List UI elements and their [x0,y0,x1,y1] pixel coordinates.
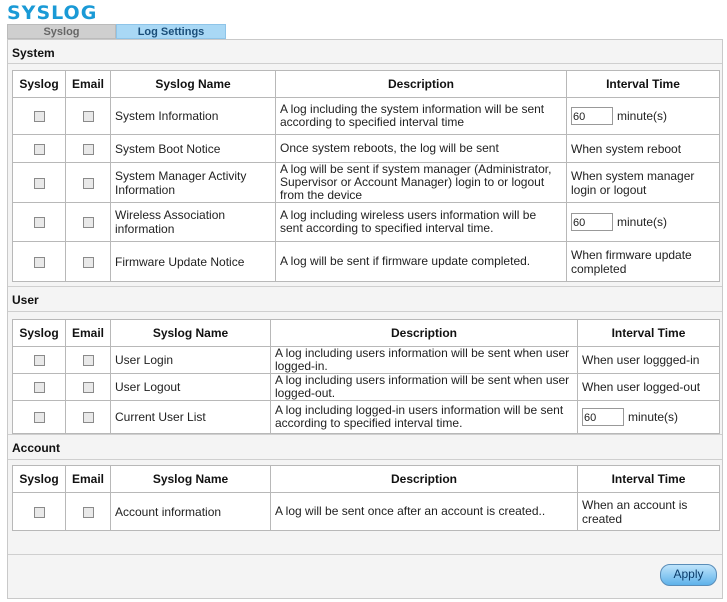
col-header-syslog: Syslog [13,466,66,493]
log-description: A log will be sent if firmware update completed. [276,242,567,282]
syslog-checkbox-cell [13,347,66,374]
interval-input[interactable]: 60 [571,107,613,125]
interval-cell [578,401,720,434]
email-checkbox-cell [66,347,111,374]
col-header-description: Description [271,320,578,347]
tab-bar [7,24,226,39]
syslog-name: Current User List [111,401,271,434]
email-checkbox-cell [66,401,111,434]
interval-text: When user logged-out [578,374,720,401]
interval-input[interactable]: 60 [582,408,624,426]
syslog-checkbox-cell [13,401,66,434]
syslog-name: System Manager Activity Information [111,163,276,203]
tab-syslog[interactable]: Syslog [7,24,116,39]
email-checkbox-cell [66,163,111,203]
syslog-checkbox[interactable] [34,111,45,122]
col-header-email: Email [66,466,111,493]
interval-unit: minute(s) [617,215,668,229]
syslog-checkbox-cell [13,135,66,163]
email-checkbox[interactable] [83,257,94,268]
syslog-checkbox[interactable] [34,144,45,155]
table-header [13,71,720,98]
table-header [13,466,720,493]
log-description: Once system reboots, the log will be sent [276,135,567,163]
user-log-table [12,319,720,434]
divider [8,63,722,64]
col-header-syslog-name: Syslog Name [111,320,271,347]
syslog-checkbox-cell [13,163,66,203]
syslog-checkbox[interactable] [34,257,45,268]
table-row [13,493,720,531]
email-checkbox[interactable] [83,217,94,228]
col-header-interval-time: Interval Time [578,320,720,347]
syslog-checkbox[interactable] [34,355,45,366]
table-row [13,401,720,434]
email-checkbox[interactable] [83,111,94,122]
syslog-name: User Login [111,347,271,374]
email-checkbox[interactable] [83,507,94,518]
email-checkbox-cell [66,135,111,163]
col-header-description: Description [271,466,578,493]
syslog-checkbox[interactable] [34,217,45,228]
interval-cell [567,98,720,135]
table-row [13,347,720,374]
log-description: A log including logged-in users information will be sent according to specified interval time. [271,401,578,434]
divider [8,554,722,555]
interval-text: When user loggged-in [578,347,720,374]
syslog-checkbox[interactable] [34,178,45,189]
section-title-account: Account [12,441,60,455]
account-log-table [12,465,720,531]
table-row [13,242,720,282]
syslog-name: User Logout [111,374,271,401]
syslog-checkbox[interactable] [34,412,45,423]
email-checkbox[interactable] [83,355,94,366]
syslog-name: Wireless Association information [111,203,276,242]
table-row [13,98,720,135]
interval-unit: minute(s) [617,109,668,123]
log-description: A log including users information will be sent when user logged-in. [271,347,578,374]
email-checkbox[interactable] [83,382,94,393]
email-checkbox-cell [66,374,111,401]
table-header [13,320,720,347]
table-row [13,163,720,203]
divider [8,459,722,460]
log-description: A log including users information will be sent when user logged-out. [271,374,578,401]
col-header-email: Email [66,320,111,347]
divider [8,311,722,312]
col-header-syslog-name: Syslog Name [111,466,271,493]
syslog-name: Firmware Update Notice [111,242,276,282]
syslog-checkbox-cell [13,242,66,282]
interval-text: When firmware update completed [567,242,720,282]
email-checkbox-cell [66,242,111,282]
interval-text: When an account is created [578,493,720,531]
syslog-checkbox[interactable] [34,507,45,518]
divider [8,434,722,435]
col-header-interval-time: Interval Time [578,466,720,493]
apply-button[interactable]: Apply [660,564,717,586]
email-checkbox-cell [66,203,111,242]
interval-text: When system reboot [567,135,720,163]
email-checkbox-cell [66,98,111,135]
syslog-checkbox-cell [13,203,66,242]
section-title-user: User [12,293,39,307]
syslog-name: Account information [111,493,271,531]
syslog-checkbox-cell [13,374,66,401]
table-row [13,374,720,401]
email-checkbox[interactable] [83,412,94,423]
log-settings-panel [7,39,723,599]
system-log-table [12,70,720,282]
syslog-checkbox[interactable] [34,382,45,393]
table-row [13,135,720,163]
col-header-syslog: Syslog [13,71,66,98]
interval-unit: minute(s) [628,410,679,424]
log-description: A log will be sent if system manager (Administrator, Supervisor or Account Manager) login to or logout from the device [276,163,567,203]
log-description: A log including the system information will be sent according to specified interval time [276,98,567,135]
syslog-name: System Boot Notice [111,135,276,163]
syslog-checkbox-cell [13,98,66,135]
tab-log-settings[interactable]: Log Settings [116,24,226,39]
col-header-description: Description [276,71,567,98]
email-checkbox[interactable] [83,178,94,189]
interval-text: When system manager login or logout [567,163,720,203]
page-title: SYSLOG [7,2,98,24]
syslog-checkbox-cell [13,493,66,531]
col-header-syslog: Syslog [13,320,66,347]
section-title-system: System [12,46,55,60]
email-checkbox[interactable] [83,144,94,155]
col-header-email: Email [66,71,111,98]
table-row [13,203,720,242]
syslog-name: System Information [111,98,276,135]
interval-cell [567,203,720,242]
divider [8,286,722,287]
log-description: A log will be sent once after an account is created.. [271,493,578,531]
log-description: A log including wireless users information will be sent according to specified interval time. [276,203,567,242]
email-checkbox-cell [66,493,111,531]
col-header-interval-time: Interval Time [567,71,720,98]
col-header-syslog-name: Syslog Name [111,71,276,98]
interval-input[interactable]: 60 [571,213,613,231]
